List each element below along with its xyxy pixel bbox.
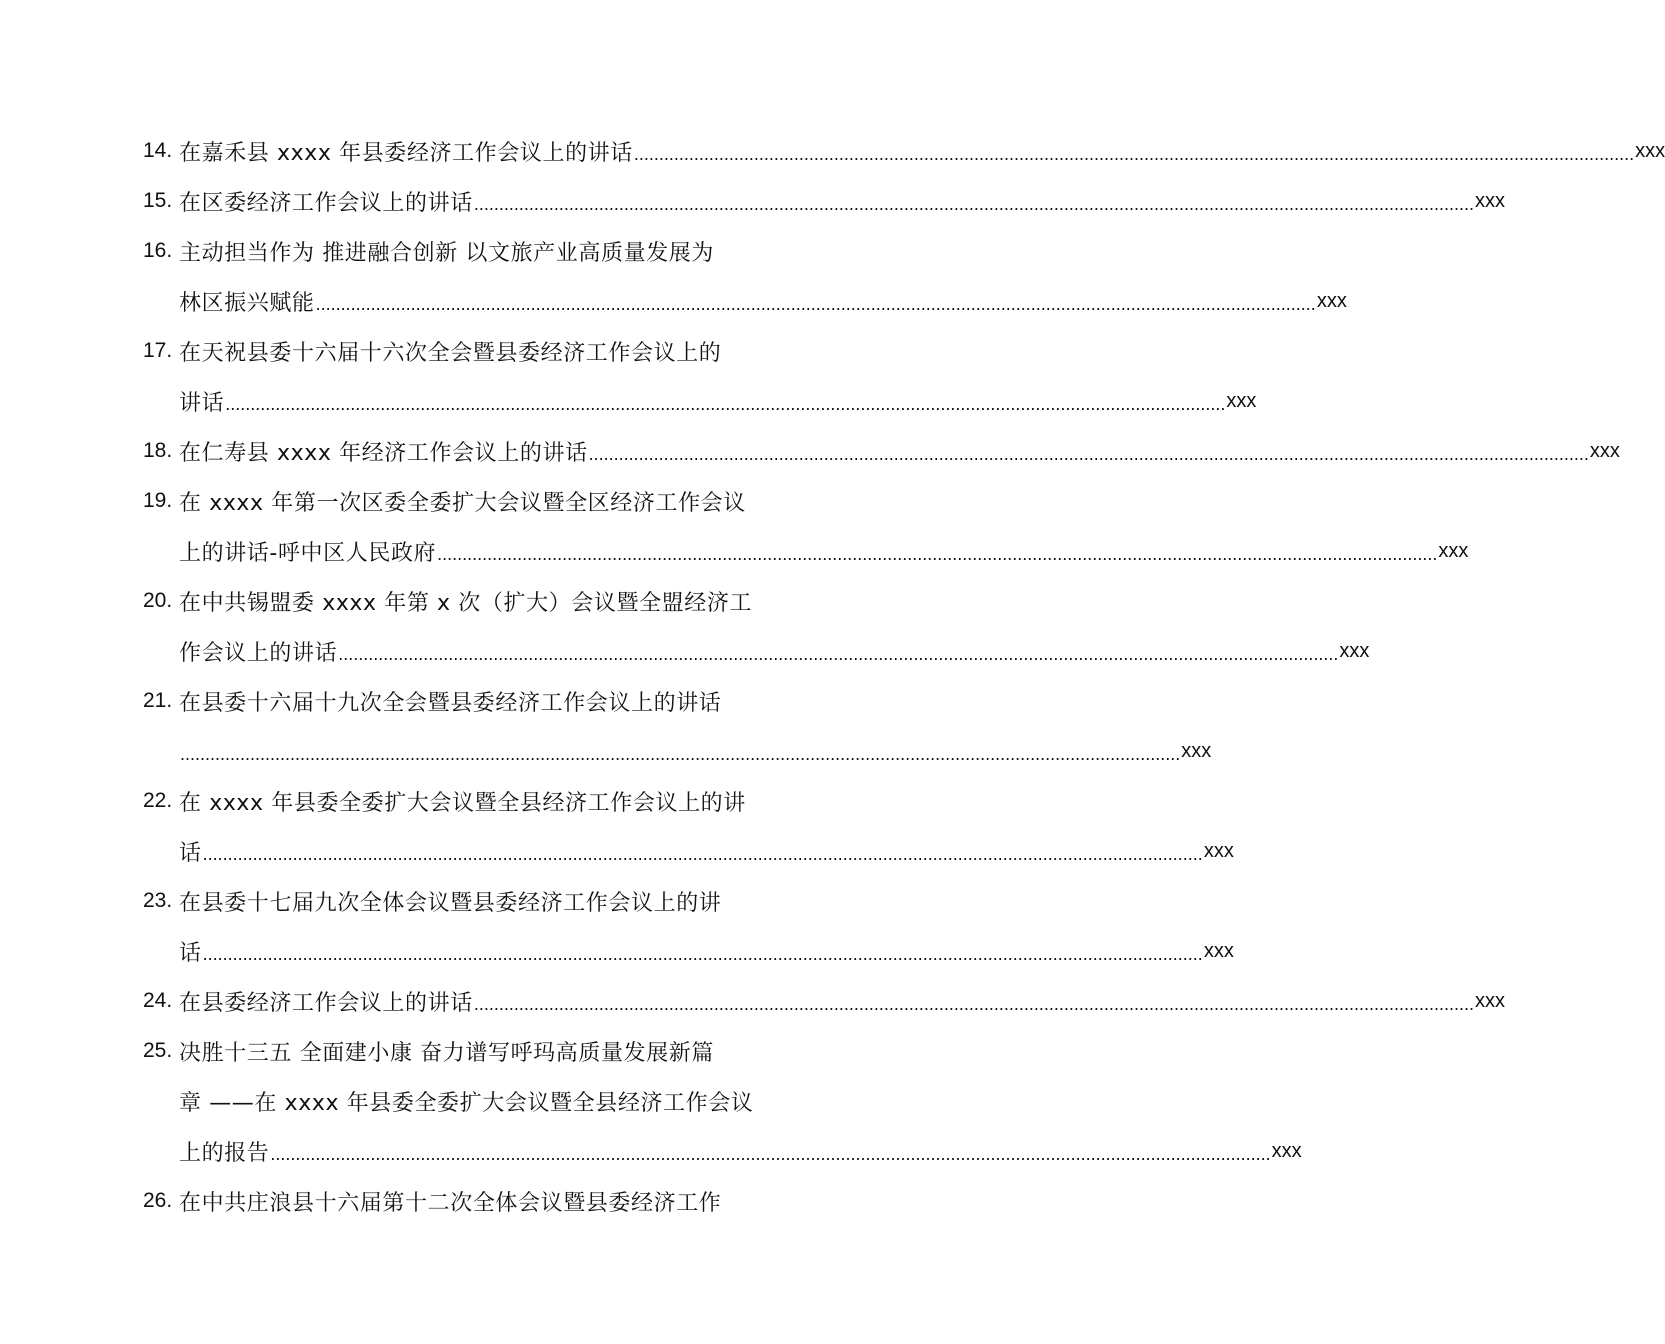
toc-page-number: xxx xyxy=(1339,639,1370,662)
toc-leader-dots xyxy=(180,743,1180,776)
toc-leader-dots xyxy=(316,293,1316,326)
toc-leader-dots xyxy=(338,643,1338,676)
toc-entry-title: 决胜十三五 全面建小康 奋力谱写呼玛高质量发展新篇 xyxy=(179,1040,714,1066)
toc-entry-21-continued[interactable] xyxy=(143,726,1212,776)
toc-entry-26[interactable] xyxy=(143,1176,805,1226)
toc-entry-title: 在嘉禾县 xxxx 年县委经济工作会议上的讲话 xyxy=(179,140,633,166)
toc-entry-17-continued[interactable] xyxy=(143,376,1257,426)
toc-entry-title-continued: 作会议上的讲话 xyxy=(179,640,338,666)
toc-entry-number: 17. xyxy=(143,339,173,362)
toc-entry-title-continued: 上的报告 xyxy=(179,1140,270,1166)
toc-entry-number: 18. xyxy=(143,439,173,462)
toc-page-number: xxx xyxy=(1271,1139,1302,1162)
toc-entry-16[interactable] xyxy=(143,226,805,276)
toc-entry-title-continued: 讲话 xyxy=(179,390,225,416)
toc-entry-number: 26. xyxy=(143,1189,173,1212)
toc-page-number: xxx xyxy=(1475,189,1506,212)
toc-leader-dots xyxy=(270,1143,1270,1176)
toc-entry-20[interactable] xyxy=(143,576,805,626)
table-of-contents xyxy=(143,126,1665,1226)
toc-entry-title-continued: 上的讲话-呼中区人民政府 xyxy=(179,540,437,566)
toc-entry-number: 24. xyxy=(143,989,173,1012)
toc-entry-title-continued: 林区振兴赋能 xyxy=(179,290,315,316)
toc-entry-24[interactable] xyxy=(143,976,1506,1026)
toc-entry-23[interactable] xyxy=(143,876,805,926)
toc-entry-title: 在天祝县委十六届十六次全会暨县委经济工作会议上的 xyxy=(179,340,722,366)
toc-entry-20-continued[interactable] xyxy=(143,626,1370,676)
toc-entry-number: 16. xyxy=(143,239,173,262)
toc-leader-dots xyxy=(634,143,1634,176)
toc-page-number: xxx xyxy=(1635,139,1665,162)
toc-leader-dots xyxy=(437,543,1437,576)
toc-entry-number: 14. xyxy=(143,139,173,162)
toc-page-number: xxx xyxy=(1181,739,1212,762)
toc-entry-23-continued[interactable] xyxy=(143,926,1234,976)
toc-entry-number: 15. xyxy=(143,189,173,212)
toc-page-number: xxx xyxy=(1203,939,1234,962)
toc-entry-25-continued[interactable] xyxy=(143,1076,805,1126)
toc-entry-title-continued: 章 ——在 xxxx 年县委全委扩大会议暨全县经济工作会议 xyxy=(179,1090,754,1116)
toc-entry-title-continued: 话 xyxy=(179,840,202,866)
toc-entry-title: 在 xxxx 年县委全委扩大会议暨全县经济工作会议上的讲 xyxy=(179,790,746,816)
toc-entry-21[interactable] xyxy=(143,676,805,726)
toc-entry-title: 主动担当作为 推进融合创新 以文旅产业高质量发展为 xyxy=(179,240,714,266)
toc-entry-18[interactable] xyxy=(143,426,1620,476)
toc-leader-dots xyxy=(203,943,1203,976)
toc-page-number: xxx xyxy=(1475,989,1506,1012)
toc-entry-19[interactable] xyxy=(143,476,805,526)
toc-entry-25[interactable] xyxy=(143,1026,805,1076)
toc-page-number: xxx xyxy=(1203,839,1234,862)
toc-entry-15[interactable] xyxy=(143,176,1506,226)
toc-entry-title: 在仁寿县 xxxx 年经济工作会议上的讲话 xyxy=(179,440,588,466)
toc-entry-22[interactable] xyxy=(143,776,805,826)
toc-entry-number: 20. xyxy=(143,589,173,612)
toc-page-number: xxx xyxy=(1316,289,1347,312)
toc-entry-number: 19. xyxy=(143,489,173,512)
toc-entry-title: 在 xxxx 年第一次区委全委扩大会议暨全区经济工作会议 xyxy=(179,490,746,516)
toc-entry-17[interactable] xyxy=(143,326,805,376)
toc-entry-16-continued[interactable] xyxy=(143,276,1347,326)
toc-entry-title: 在中共庄浪县十六届第十二次全体会议暨县委经济工作 xyxy=(179,1190,722,1216)
toc-entry-title: 在县委十七届九次全体会议暨县委经济工作会议上的讲 xyxy=(179,890,722,916)
toc-entry-title: 在区委经济工作会议上的讲话 xyxy=(179,190,473,216)
toc-entry-25-continued-2[interactable] xyxy=(143,1126,1302,1176)
toc-entry-22-continued[interactable] xyxy=(143,826,1234,876)
toc-entry-number: 25. xyxy=(143,1039,173,1062)
toc-leader-dots xyxy=(589,443,1589,476)
toc-entry-14[interactable] xyxy=(143,126,1665,176)
toc-leader-dots xyxy=(225,393,1225,426)
toc-entry-number: 21. xyxy=(143,689,173,712)
toc-entry-title-continued: 话 xyxy=(179,940,202,966)
toc-leader-dots xyxy=(203,843,1203,876)
toc-entry-title: 在县委经济工作会议上的讲话 xyxy=(179,990,473,1016)
toc-leader-dots xyxy=(474,193,1474,226)
toc-page-number: xxx xyxy=(1438,539,1469,562)
toc-page-number: xxx xyxy=(1589,439,1620,462)
toc-leader-dots xyxy=(474,993,1474,1026)
toc-entry-19-continued[interactable] xyxy=(143,526,1469,576)
toc-page-number: xxx xyxy=(1226,389,1257,412)
toc-entry-title: 在中共锡盟委 xxxx 年第 x 次（扩大）会议暨全盟经济工 xyxy=(179,590,753,616)
toc-entry-title: 在县委十六届十九次全会暨县委经济工作会议上的讲话 xyxy=(179,690,722,716)
toc-entry-number: 22. xyxy=(143,789,173,812)
toc-entry-number: 23. xyxy=(143,889,173,912)
